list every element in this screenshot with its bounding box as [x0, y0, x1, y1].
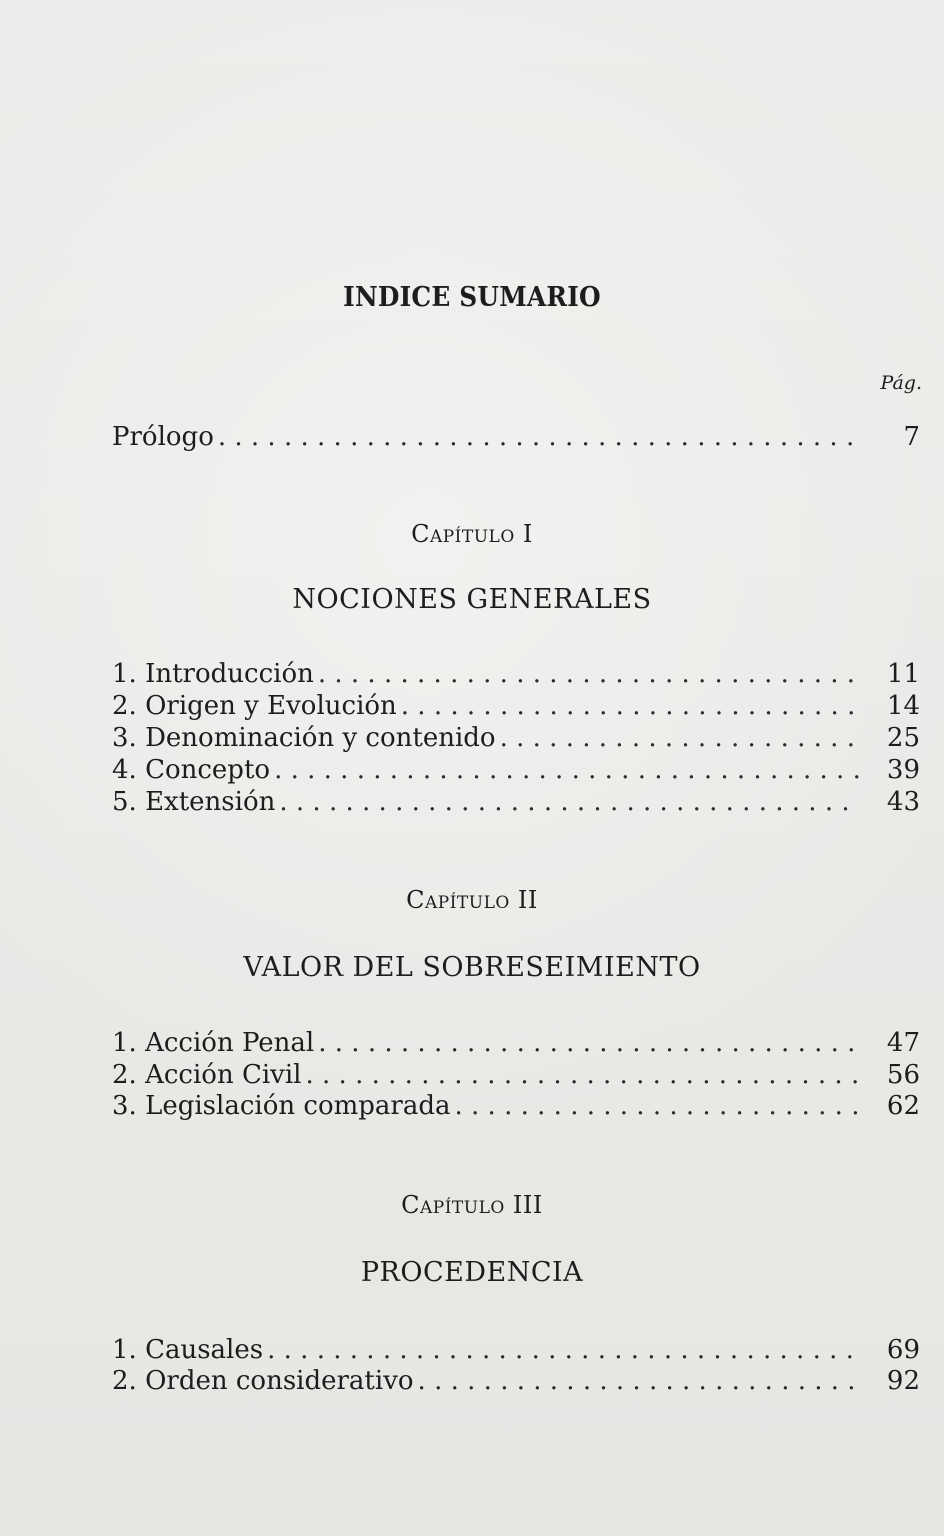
leader-dots [318, 1026, 860, 1060]
leader-dots [418, 1364, 860, 1398]
toc-entry-page: 47 [886, 1028, 920, 1058]
toc-entry [112, 1026, 920, 1060]
toc-entry [112, 785, 920, 819]
toc-entry [112, 721, 920, 755]
chapter-title: NOCIONES GENERALES [292, 584, 652, 615]
toc-entry-label: 3. Denominación y contenido [112, 723, 496, 753]
leader-dots [279, 785, 860, 819]
toc-entry [112, 1364, 920, 1398]
leader-dots [274, 753, 860, 787]
toc-entry-page: 39 [886, 755, 920, 785]
toc-entry-label: 5. Extensión [112, 787, 276, 817]
chapter-title: VALOR DEL SOBRESEIMIENTO [243, 952, 701, 983]
toc-entry-page: 14 [886, 691, 920, 721]
leader-dots [305, 1058, 860, 1092]
toc-entry-page: 7 [903, 422, 920, 452]
toc-entry-label: 1. Introducción [112, 659, 314, 689]
toc-entry [112, 753, 920, 787]
leader-dots [267, 1333, 860, 1367]
leader-dots [218, 420, 860, 454]
toc-entry-page: 56 [886, 1060, 920, 1090]
toc-entry-label: 3. Legislación comparada [112, 1091, 451, 1121]
toc-entry-page: 11 [886, 659, 920, 689]
toc-entry-label: 1. Causales [112, 1335, 264, 1365]
toc-entry-page: 25 [886, 723, 920, 753]
toc-entry [112, 1089, 920, 1123]
toc-entry-page: 43 [886, 787, 920, 817]
toc-entry-page: 92 [886, 1366, 920, 1396]
chapter-heading: Capítulo III [401, 1191, 543, 1219]
leader-dots [454, 1089, 860, 1123]
toc-entry-label: 2. Acción Civil [112, 1060, 302, 1090]
toc-entry [112, 689, 920, 723]
toc-entry-label: 2. Origen y Evolución [112, 691, 397, 721]
toc-entry-label: 2. Orden considerativo [112, 1366, 414, 1396]
leader-dots [500, 721, 860, 755]
page-title: INDICE SUMARIO [343, 282, 601, 313]
toc-entry-label: 4. Concepto [112, 755, 271, 785]
toc-entry-label: Prólogo [112, 422, 214, 452]
chapter-heading: Capítulo II [406, 886, 538, 914]
toc-entry-page: 69 [886, 1335, 920, 1365]
toc-entry-prologue [112, 420, 920, 454]
toc-entry-page: 62 [886, 1091, 920, 1121]
toc-entry [112, 1058, 920, 1092]
toc-entry [112, 657, 920, 691]
chapter-heading: Capítulo I [411, 520, 533, 548]
leader-dots [401, 689, 860, 723]
toc-entry-label: 1. Acción Penal [112, 1028, 315, 1058]
leader-dots [318, 657, 860, 691]
chapter-title: PROCEDENCIA [360, 1257, 584, 1288]
page-column-label: Pág. [880, 372, 922, 394]
toc-entry [112, 1333, 920, 1367]
